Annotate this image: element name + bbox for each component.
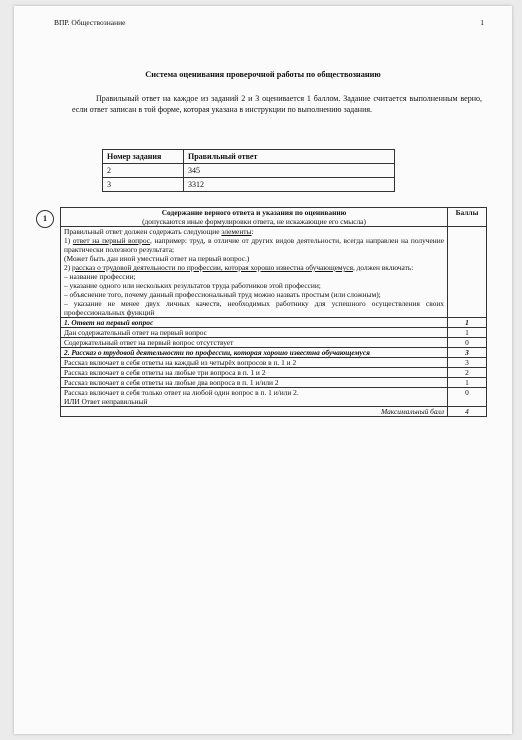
points-cell: 3	[448, 358, 487, 368]
answers-header-row	[103, 150, 395, 164]
answers-cell: 345	[184, 164, 395, 178]
criteria-header-cell	[61, 208, 448, 227]
answers-cell: 3312	[184, 178, 395, 192]
table-row	[103, 164, 395, 178]
answer-content-cell	[61, 227, 448, 318]
criteria-row	[61, 348, 487, 358]
page-number: 1	[480, 18, 484, 27]
points-cell: 2	[448, 368, 487, 378]
answers-header-answer: Правильный ответ	[184, 150, 395, 164]
criteria-text: Рассказ включает в себя ответы на каждый из четырёх вопросов в п. 1 и 2	[61, 358, 448, 368]
bullet-item: – название профессии;	[64, 272, 136, 281]
criteria-text: Дан содержательный ответ на первый вопрос	[61, 328, 448, 338]
item-rest: , например: труд, в отличие от других видов деятельности, всегда направлен на получение практически полезного результата;	[64, 236, 444, 254]
criteria-text-cell	[61, 388, 448, 407]
page-title: Система оценивания проверочной работы по обществознанию	[145, 70, 381, 79]
criteria-heading: 2. Рассказ о трудовой деятельности по профессии, которая хорошо известна обучающемуся	[61, 348, 448, 358]
criteria-row	[61, 338, 487, 348]
answers-header-task: Номер задания	[103, 150, 184, 164]
criteria-header-row	[61, 208, 487, 227]
criteria-text: Рассказ включает в себя ответы на любые три вопроса в п. 1 и 2	[61, 368, 448, 378]
points-cell: 0	[448, 338, 487, 348]
criteria-row	[61, 378, 487, 388]
content-item-1	[64, 236, 444, 254]
content-intro-underlined: элементы	[221, 227, 252, 236]
max-score-value: 4	[448, 407, 487, 417]
content-intro-text: Правильный ответ должен содержать следующие	[64, 227, 222, 236]
content-intro-end: :	[251, 227, 254, 236]
table-row	[103, 178, 395, 192]
points-cell-empty	[448, 227, 487, 318]
criteria-row	[61, 358, 487, 368]
bullet-item: – указание одного или нескольких результатов труда работников этой профессии;	[64, 281, 321, 290]
criteria-header-title: Содержание верного ответа и указания по оцениванию	[161, 208, 347, 217]
criteria-text: Рассказ включает в себя ответы на любые два вопроса в п. 1 и/или 2	[61, 378, 448, 388]
points-cell: 3	[448, 348, 487, 358]
bullet-item: – указание не менее двух личных качеств, необходимых работнику для успешного осуществления своих профессиональных функций	[64, 299, 444, 317]
max-score-label: Максимальный балл	[61, 407, 448, 417]
answers-table	[102, 149, 395, 192]
content-item-1-note: (Может быть дан иной уместный ответ на первый вопрос.)	[64, 254, 250, 263]
criteria-row	[61, 368, 487, 378]
points-cell: 1	[448, 328, 487, 338]
answers-cell: 3	[103, 178, 184, 192]
content-item-2	[64, 263, 444, 272]
points-cell: 0	[448, 388, 487, 407]
max-score-row	[61, 407, 487, 417]
task-number-badge: 1	[36, 210, 54, 228]
answers-cell: 2	[103, 164, 184, 178]
points-cell: 1	[448, 318, 487, 328]
content-intro	[64, 227, 444, 236]
answer-content-row	[61, 227, 487, 318]
criteria-text: Рассказ включает в себя только ответ на любой один вопрос в п. 1 и/или 2.	[64, 388, 299, 397]
item-underlined: рассказ о трудовой деятельности по профессии, которая хорошо известна обучающемуся	[72, 263, 353, 272]
criteria-row	[61, 388, 487, 407]
points-header: Баллы	[448, 208, 487, 227]
criteria-heading: 1. Ответ на первый вопрос	[61, 318, 448, 328]
criteria-header-subtitle: (допускаются иные формулировки ответа, не искажающие его смысла)	[142, 217, 366, 226]
item-prefix: 2)	[64, 263, 73, 272]
item-underlined: ответ на первый вопрос	[72, 236, 150, 245]
criteria-text-alt: ИЛИ Ответ неправильный	[64, 397, 148, 406]
running-header: ВПР. Обществознание	[54, 18, 126, 27]
criteria-table	[60, 207, 487, 417]
bullet-item: – объяснение того, почему данный профессиональный труд можно назвать простым (или сложным);	[64, 290, 381, 299]
item-rest: , должен включать:	[352, 263, 414, 272]
document-page	[14, 6, 512, 734]
points-cell: 1	[448, 378, 487, 388]
intro-paragraph: Правильный ответ на каждое из заданий 2 и 3 оценивается 1 баллом. Задание считается выполненным верно, если ответ записан в той форме, которая указана в инструкции по выполнению задания.	[72, 94, 482, 114]
item-prefix: 1)	[64, 236, 73, 245]
criteria-text: Содержательный ответ на первый вопрос отсутствует	[61, 338, 448, 348]
criteria-row	[61, 318, 487, 328]
criteria-row	[61, 328, 487, 338]
